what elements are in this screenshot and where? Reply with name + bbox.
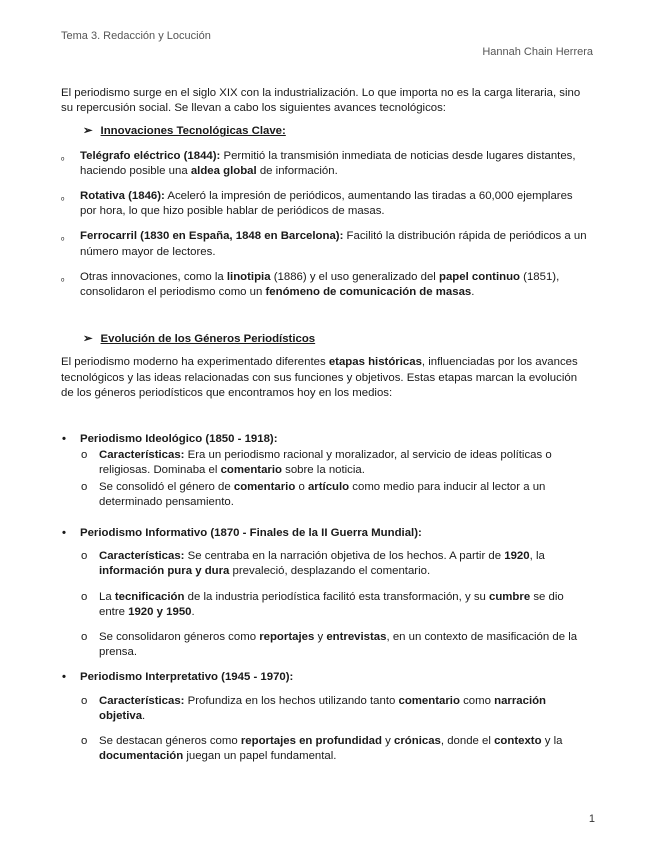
item-text: Aceleró la impresión de periódicos, aumentando las tiradas a 60,000 ejemplares xyxy=(164,190,573,203)
sub-text: Era un periodismo racional y moralizador, al servicio de ideas políticas o xyxy=(184,449,552,462)
sub-bold: artículo xyxy=(307,480,350,493)
section-heading-evolucion xyxy=(83,332,591,347)
sub-text: se dio xyxy=(530,590,564,603)
list-item-ferrocarril xyxy=(61,229,591,259)
o-bullet-icon: o xyxy=(81,449,88,462)
sub-bold: 1920 y 1950 xyxy=(128,605,192,618)
item-text: consolidaron el periodismo como un xyxy=(80,286,266,299)
item-text: Permitió la transmisión inmediata de noticias desde lugares distantes, xyxy=(220,149,576,162)
sub-text: , la xyxy=(529,550,545,563)
sub-bold: comentario xyxy=(220,464,282,477)
o-bullet-icon: o xyxy=(81,735,88,748)
sub-text: , en un contexto de masificación de la xyxy=(386,631,578,644)
o-bullet-icon: o xyxy=(81,550,88,563)
era-interpretativo-sub-2 xyxy=(61,734,591,764)
intro-paragraph xyxy=(61,86,591,116)
sub-bold: contexto xyxy=(494,735,542,748)
bullet-icon: • xyxy=(62,527,66,540)
list-item-rotativa xyxy=(61,189,591,219)
arrow-bullet-icon: ➢ xyxy=(83,125,93,138)
sub-lead: Características: xyxy=(99,449,185,462)
sub-text: La xyxy=(99,590,115,603)
bullet-icon: • xyxy=(62,671,66,684)
bullet-icon: • xyxy=(62,433,66,446)
item-text: . xyxy=(471,286,475,299)
era-interpretativo-sub-1 xyxy=(61,694,591,724)
item-text: por hora, lo que hizo posible hablar de periódicos de masas. xyxy=(80,205,385,218)
para-text: , influenciadas por los avances xyxy=(421,356,578,369)
para-text: tecnológicos y las ideas relacionadas con sus funciones y objetivos. Estas etapas marcan la evolución xyxy=(61,371,578,384)
item-lead: Telégrafo eléctrico (1844): xyxy=(80,149,221,162)
item-lead: Ferrocarril (1830 en España, 1848 en Barcelona): xyxy=(80,230,344,243)
section-title: Evolución de los Géneros Periodísticos xyxy=(100,333,316,346)
sub-text: o xyxy=(295,480,308,493)
document-body xyxy=(61,86,591,765)
sub-text: Se centraba en la narración objetiva de los hechos. A partir de xyxy=(184,550,505,563)
era-ideologico-sub-1 xyxy=(61,448,591,478)
era-interpretativo xyxy=(61,670,591,685)
sub-bold: reportajes xyxy=(259,631,315,644)
item-text: Facilitó la distribución rápida de periódicos a un xyxy=(343,230,587,243)
era-informativo xyxy=(61,526,591,541)
sub-text: entre xyxy=(99,605,129,618)
sub-text: como xyxy=(459,694,495,707)
item-text: haciendo posible una xyxy=(80,164,191,177)
sub-text: Se consolidó el género de xyxy=(99,480,234,493)
item-text: (1851), xyxy=(520,270,560,283)
evolucion-paragraph xyxy=(61,355,591,401)
item-text: (1886) y el uso generalizado del xyxy=(270,270,439,283)
sub-text: religiosas. Dominaba el xyxy=(99,464,221,477)
era-informativo-sub-3 xyxy=(61,630,591,660)
sub-bold: cumbre xyxy=(489,590,531,603)
item-bold: papel continuo xyxy=(439,270,520,283)
sub-text: prensa. xyxy=(99,646,137,659)
sub-bold: objetiva xyxy=(99,709,143,722)
sub-bold: 1920 xyxy=(504,550,530,563)
small-o-bullet-icon: ₒ xyxy=(61,272,65,283)
sub-bold: crónicas xyxy=(394,735,441,748)
sub-text: Se destacan géneros como xyxy=(99,735,241,748)
small-o-bullet-icon: ₒ xyxy=(61,192,65,203)
sub-text: y xyxy=(381,735,395,748)
era-title: Periodismo Interpretativo (1945 - 1970): xyxy=(80,671,294,684)
sub-text: Se consolidaron géneros como xyxy=(99,631,260,644)
item-bold: linotipia xyxy=(226,270,271,283)
sub-lead: Características: xyxy=(99,694,185,707)
para-bold: etapas históricas xyxy=(328,356,422,369)
o-bullet-icon: o xyxy=(81,480,88,493)
sub-text: Profundiza en los hechos utilizando tanto xyxy=(184,694,399,707)
arrow-bullet-icon: ➢ xyxy=(83,333,93,346)
sub-bold: entrevistas xyxy=(326,631,387,644)
era-title: Periodismo Informativo (1870 - Finales de la II Guerra Mundial): xyxy=(80,527,422,540)
small-o-bullet-icon: ₒ xyxy=(61,151,65,162)
sub-bold: comentario xyxy=(233,480,296,493)
list-item-telegrafo xyxy=(61,149,591,179)
header-author: Hannah Chain Herrera xyxy=(482,46,593,58)
item-bold: aldea global xyxy=(190,164,257,177)
item-text: número mayor de lectores. xyxy=(80,245,216,258)
section-title: Innovaciones Tecnológicas Clave: xyxy=(100,125,286,138)
sub-text: como medio para inducir al lector a un xyxy=(349,480,546,493)
item-text: de información. xyxy=(256,164,338,177)
list-item-otras xyxy=(61,270,591,300)
sub-bold: tecnificación xyxy=(114,590,185,603)
sub-text: y xyxy=(314,631,327,644)
para-text: de los géneros periodísticos que encontramos hoy en los medios: xyxy=(61,386,393,399)
sub-bold: reportajes en profundidad xyxy=(240,735,382,748)
sub-text: . xyxy=(142,709,146,722)
sub-text: y la xyxy=(541,735,563,748)
intro-line-1: El periodismo surge en el siglo XIX con la industrialización. Lo que importa no es la carga literaria, sino xyxy=(61,87,581,99)
era-informativo-sub-1 xyxy=(61,549,591,579)
para-text: El periodismo moderno ha experimentado diferentes xyxy=(61,356,329,369)
intro-line-2: su repercusión social. Se llevan a cabo los siguientes avances tecnológicos: xyxy=(61,102,446,115)
o-bullet-icon: o xyxy=(81,631,88,644)
section-heading-innovaciones xyxy=(83,124,591,139)
sub-bold: documentación xyxy=(99,750,184,763)
sub-text: sobre la noticia. xyxy=(281,464,365,477)
item-bold: fenómeno de comunicación de masas xyxy=(265,286,472,299)
sub-lead: Características: xyxy=(99,550,185,563)
sub-bold: información pura y dura xyxy=(99,565,230,578)
small-o-bullet-icon: ₒ xyxy=(61,232,65,243)
sub-text: prevaleció, desplazando el comentario. xyxy=(229,565,431,578)
page-number: 1 xyxy=(588,813,595,825)
o-bullet-icon: o xyxy=(81,694,88,707)
header-course: Tema 3. Redacción y Locución xyxy=(61,30,211,42)
era-title: Periodismo Ideológico (1850 - 1918): xyxy=(80,433,278,446)
item-lead: Rotativa (1846): xyxy=(80,190,165,203)
sub-text: juegan un papel fundamental. xyxy=(183,750,337,763)
era-informativo-sub-2 xyxy=(61,590,591,620)
sub-bold: narración xyxy=(494,694,547,707)
sub-text: de la industria periodística facilitó esta transformación, y su xyxy=(184,590,490,603)
sub-text: . xyxy=(191,605,195,618)
sub-text: determinado pensamiento. xyxy=(99,495,234,508)
item-text: Otras innovaciones, como la xyxy=(80,270,227,283)
o-bullet-icon: o xyxy=(81,590,88,603)
era-ideologico-sub-2 xyxy=(61,480,591,510)
era-ideologico xyxy=(61,432,591,447)
sub-bold: comentario xyxy=(398,694,460,707)
sub-text: , donde el xyxy=(440,735,495,748)
